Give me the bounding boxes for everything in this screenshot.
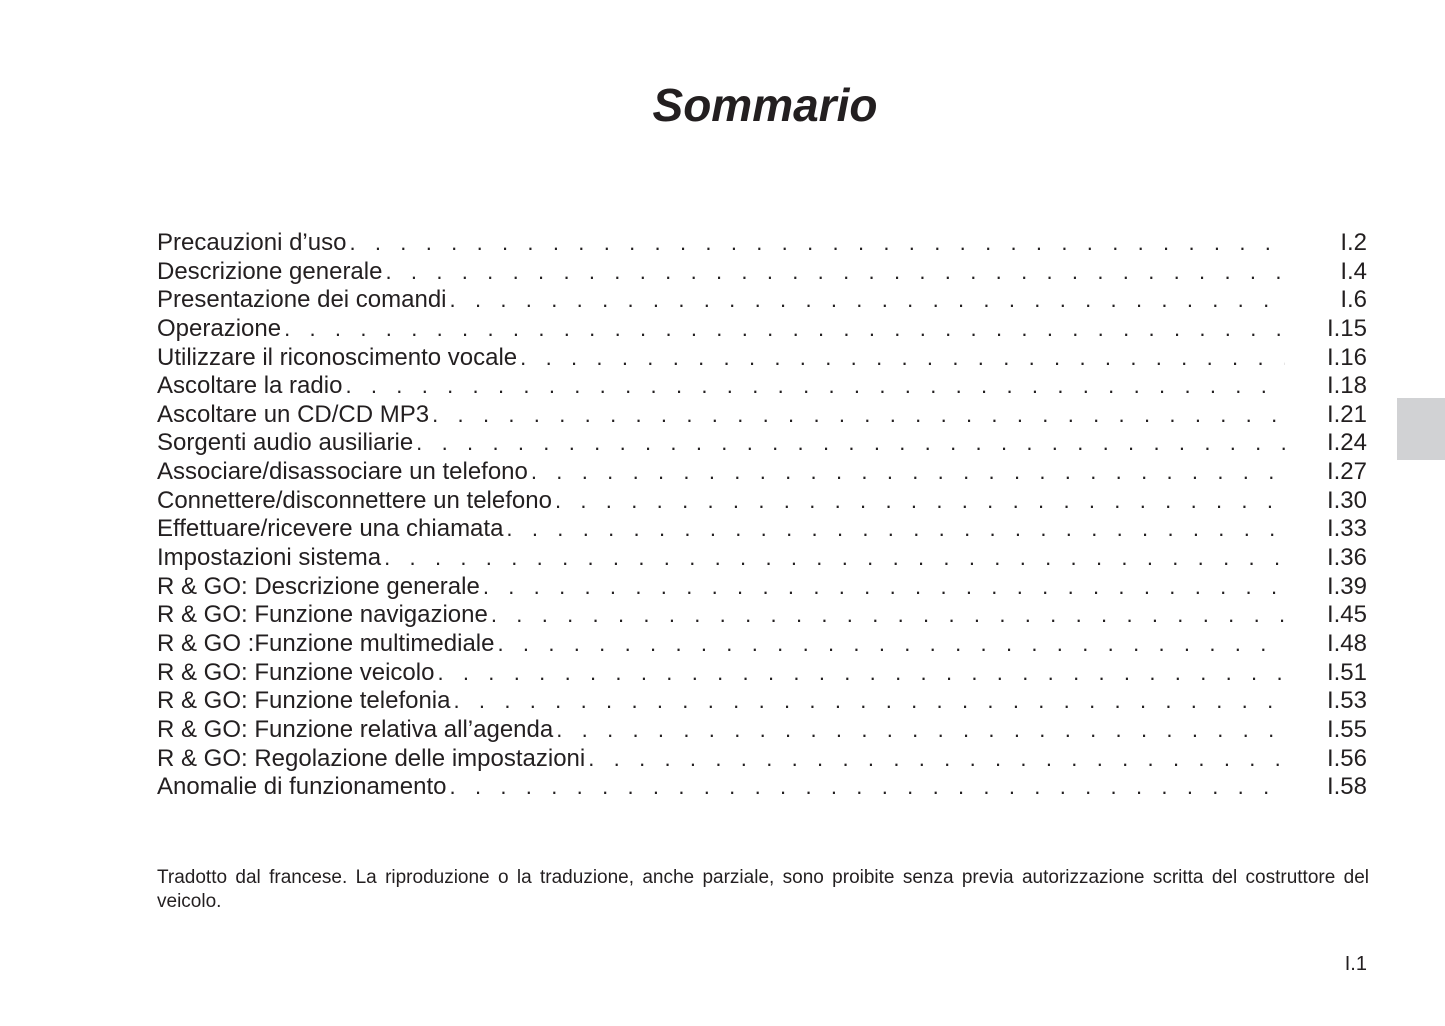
- toc-leader-dots: [437, 659, 1285, 688]
- page-title: Sommario: [652, 79, 878, 131]
- toc-entry-page: I.55: [1326, 715, 1367, 743]
- toc-entry-label: Descrizione generale: [157, 257, 383, 285]
- toc-entry[interactable]: [157, 429, 1367, 458]
- page-number: I.1: [1344, 953, 1367, 975]
- toc-entry[interactable]: [157, 745, 1367, 774]
- toc-entry-page: I.21: [1326, 400, 1367, 428]
- toc-entry-label: Ascoltare un CD/CD MP3: [157, 400, 430, 428]
- toc-entry-page: I.4: [1340, 257, 1367, 285]
- toc-entry-page: I.39: [1326, 572, 1367, 600]
- toc-entry[interactable]: [157, 344, 1367, 373]
- toc-entry-label: Anomalie di funzionamento: [157, 773, 447, 801]
- toc-entry[interactable]: [157, 286, 1367, 315]
- toc-leader-dots: [385, 258, 1285, 287]
- section-thumb-tab: [1397, 398, 1445, 460]
- toc-leader-dots: [345, 372, 1285, 401]
- toc-entry[interactable]: [157, 659, 1367, 688]
- toc-entry[interactable]: [157, 630, 1367, 659]
- toc-leader-dots: [506, 515, 1285, 544]
- toc-entry[interactable]: [157, 258, 1367, 287]
- toc-entry-page: I.53: [1326, 687, 1367, 715]
- toc-entry-label: Ascoltare la radio: [157, 372, 343, 400]
- toc-entry-page: I.48: [1326, 629, 1367, 657]
- table-of-contents: [157, 229, 1367, 802]
- toc-leader-dots: [555, 487, 1285, 516]
- toc-entry[interactable]: [157, 544, 1367, 573]
- toc-leader-dots: [588, 745, 1285, 774]
- toc-entry[interactable]: [157, 515, 1367, 544]
- toc-entry-label: Connettere/disconnettere un telefono: [157, 486, 552, 514]
- toc-entry[interactable]: [157, 372, 1367, 401]
- toc-entry[interactable]: [157, 601, 1367, 630]
- toc-entry[interactable]: [157, 401, 1367, 430]
- toc-entry-label: Presentazione dei comandi: [157, 286, 447, 314]
- toc-leader-dots: [384, 544, 1285, 573]
- toc-leader-dots: [453, 687, 1285, 716]
- toc-entry[interactable]: [157, 229, 1367, 258]
- toc-entry-label: R & GO: Descrizione generale: [157, 572, 480, 600]
- toc-entry-label: Utilizzare il riconoscimento vocale: [157, 343, 518, 371]
- toc-leader-dots: [450, 773, 1285, 802]
- toc-leader-dots: [497, 630, 1285, 659]
- toc-entry-label: R & GO: Funzione veicolo: [157, 658, 435, 686]
- toc-entry[interactable]: [157, 687, 1367, 716]
- toc-leader-dots: [349, 229, 1285, 258]
- toc-entry-page: I.51: [1326, 658, 1367, 686]
- toc-entry-label: R & GO: Funzione telefonia: [157, 687, 451, 715]
- toc-entry-page: I.6: [1340, 286, 1367, 314]
- toc-entry-label: Effettuare/ricevere una chiamata: [157, 515, 504, 543]
- toc-entry-label: Impostazioni sistema: [157, 544, 382, 572]
- toc-leader-dots: [491, 601, 1285, 630]
- toc-entry-label: R & GO: Funzione relativa all’agenda: [157, 715, 554, 743]
- toc-leader-dots: [531, 458, 1285, 487]
- toc-leader-dots: [450, 286, 1285, 315]
- toc-entry-page: I.56: [1326, 744, 1367, 772]
- toc-leader-dots: [432, 401, 1285, 430]
- toc-entry-page: I.58: [1326, 773, 1367, 801]
- toc-entry-page: I.36: [1326, 544, 1367, 572]
- toc-entry-label: R & GO :Funzione multimediale: [157, 629, 495, 657]
- toc-entry-page: I.16: [1326, 343, 1367, 371]
- toc-entry-page: I.45: [1326, 601, 1367, 629]
- copyright-footnote: Tradotto dal francese. La riproduzione o la traduzione, anche parziale, sono proibite senza previa autorizzazione scritta del costruttore del veicolo.: [157, 867, 1369, 912]
- toc-entry-page: I.2: [1340, 229, 1367, 256]
- toc-entry-label: Operazione: [157, 314, 282, 342]
- toc-leader-dots: [416, 429, 1285, 458]
- toc-entry-label: Sorgenti audio ausiliarie: [157, 429, 414, 457]
- toc-entry-page: I.27: [1326, 458, 1367, 486]
- toc-entry-page: I.15: [1326, 314, 1367, 342]
- toc-entry[interactable]: [157, 573, 1367, 602]
- toc-entry-label: R & GO: Funzione navigazione: [157, 601, 488, 629]
- toc-entry[interactable]: [157, 458, 1367, 487]
- toc-entry[interactable]: [157, 773, 1367, 802]
- toc-entry-page: I.24: [1326, 429, 1367, 457]
- toc-entry-label: R & GO: Regolazione delle impostazioni: [157, 744, 586, 772]
- toc-entry-label: Precauzioni d’uso: [157, 229, 347, 256]
- toc-entry[interactable]: [157, 487, 1367, 516]
- toc-entry-label: Associare/disassociare un telefono: [157, 458, 528, 486]
- toc-leader-dots: [483, 573, 1285, 602]
- toc-entry-page: I.30: [1326, 486, 1367, 514]
- toc-entry[interactable]: [157, 315, 1367, 344]
- toc-leader-dots: [284, 315, 1285, 344]
- toc-leader-dots: [520, 344, 1285, 373]
- toc-entry-page: I.33: [1326, 515, 1367, 543]
- toc-entry[interactable]: [157, 716, 1367, 745]
- toc-entry-page: I.18: [1326, 372, 1367, 400]
- toc-leader-dots: [556, 716, 1285, 745]
